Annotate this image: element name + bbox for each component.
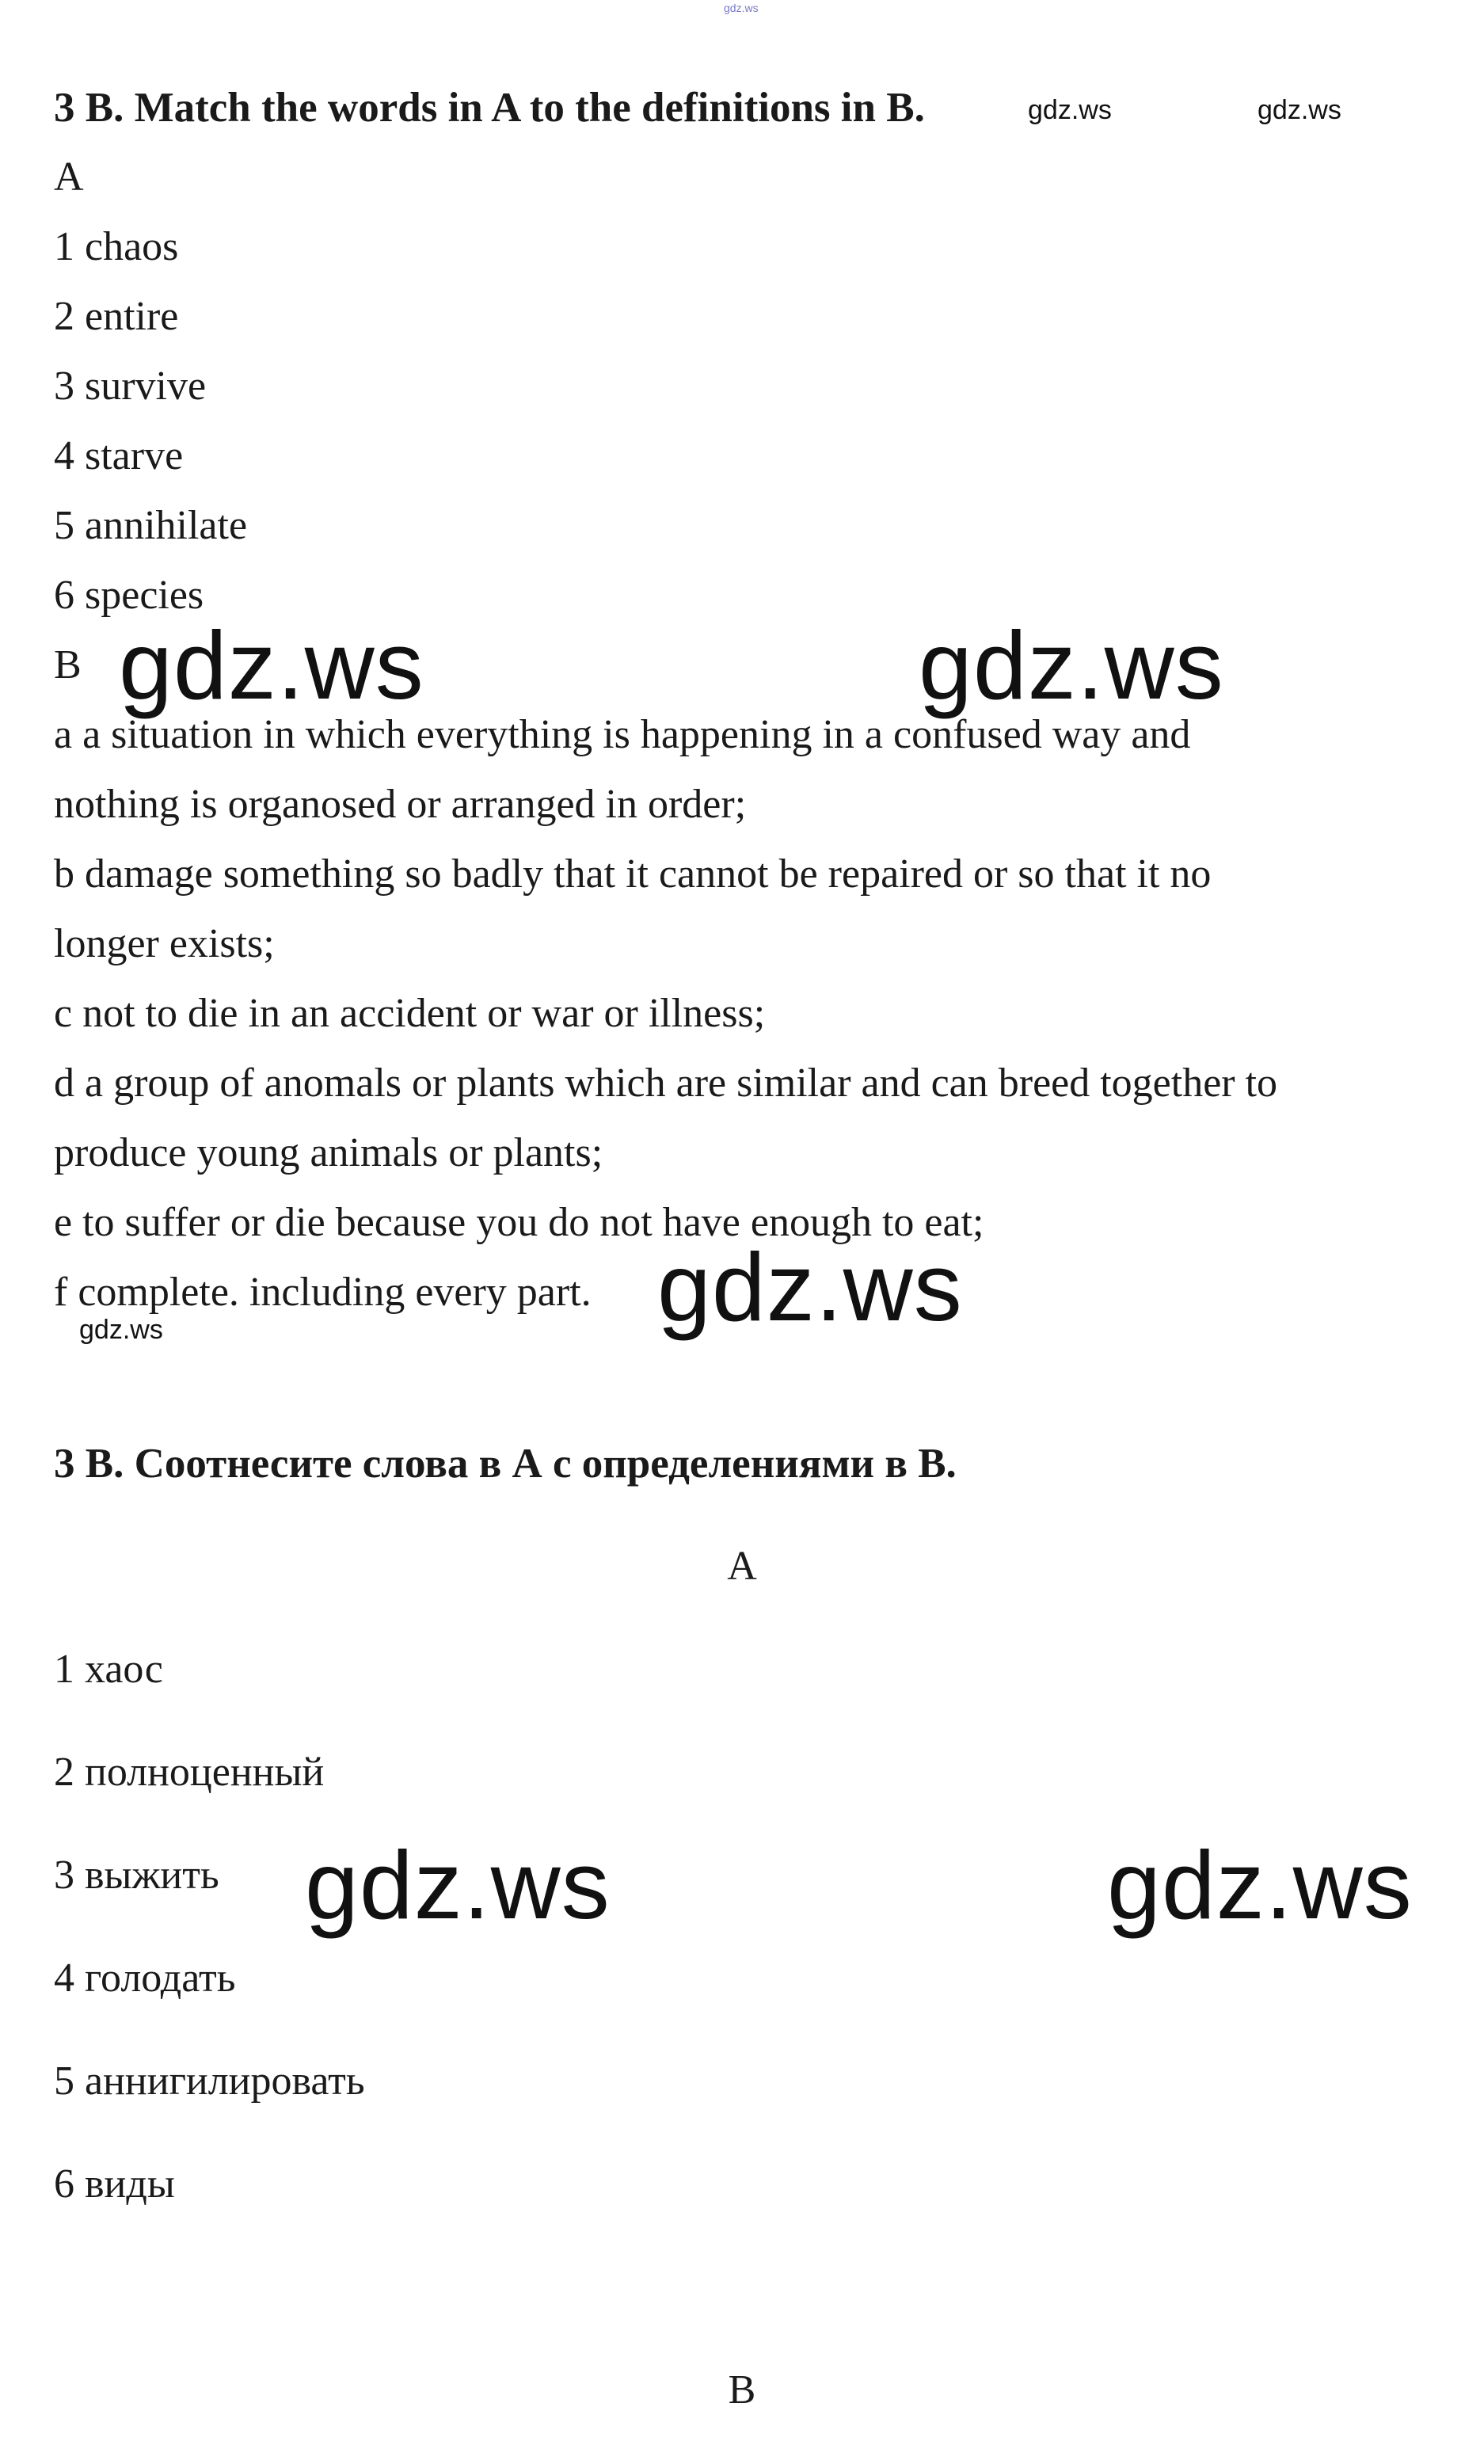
russian-word-item: 1 хаос <box>54 1647 163 1692</box>
watermark-small: gdz.ws <box>1028 95 1112 125</box>
definition-line: nothing is organosed or arranged in order; <box>54 782 747 827</box>
definition-line: d a group of anomals or plants which are similar and can breed together to <box>54 1061 1278 1106</box>
russian-column-b-label: В <box>728 2367 756 2413</box>
watermark-large: gdz.ws <box>305 1831 611 1939</box>
word-item: 5 annihilate <box>54 503 248 548</box>
definition-line: produce young animals or plants; <box>54 1130 603 1175</box>
watermark-large: gdz.ws <box>119 611 424 719</box>
definition-line: longer exists; <box>54 921 275 966</box>
word-item: 6 species <box>54 573 204 618</box>
word-item: 4 starve <box>54 433 184 478</box>
word-item: 1 chaos <box>54 224 179 269</box>
column-a-label: A <box>54 154 84 200</box>
definition-line: b damage something so badly that it cannot be repaired or so that it no <box>54 851 1212 897</box>
russian-word-item: 3 выжить <box>54 1853 219 1898</box>
definition-line: e to suffer or die because you do not have enough to eat; <box>54 1200 984 1245</box>
russian-word-item: 5 аннигилировать <box>54 2058 365 2104</box>
column-b-label: B <box>54 642 82 687</box>
watermark-small: gdz.ws <box>79 1315 163 1345</box>
russian-column-a-label: А <box>727 1544 757 1589</box>
watermark-small: gdz.ws <box>1258 95 1341 125</box>
definition-line: c not to die in an accident or war or illness; <box>54 991 766 1036</box>
russian-word-item: 4 голодать <box>54 1956 236 2001</box>
watermark-large: gdz.ws <box>919 611 1224 719</box>
watermark-top: gdz.ws <box>724 2 759 14</box>
watermark-large: gdz.ws <box>657 1233 963 1341</box>
definition-line: a a situation in which everything is happening in a confused way and <box>54 712 1191 757</box>
watermark-large: gdz.ws <box>1107 1831 1413 1939</box>
russian-word-item: 2 полноценный <box>54 1750 325 1795</box>
definition-line: f complete. including every part. <box>54 1270 592 1315</box>
russian-word-item: 6 виды <box>54 2161 175 2207</box>
word-item: 2 entire <box>54 294 179 339</box>
english-heading: 3 B. Match the words in A to the definitions in B. <box>54 85 925 131</box>
word-item: 3 survive <box>54 364 207 409</box>
russian-heading: 3 B. Соотнесите слова в А с определениями в В. <box>54 1441 957 1487</box>
